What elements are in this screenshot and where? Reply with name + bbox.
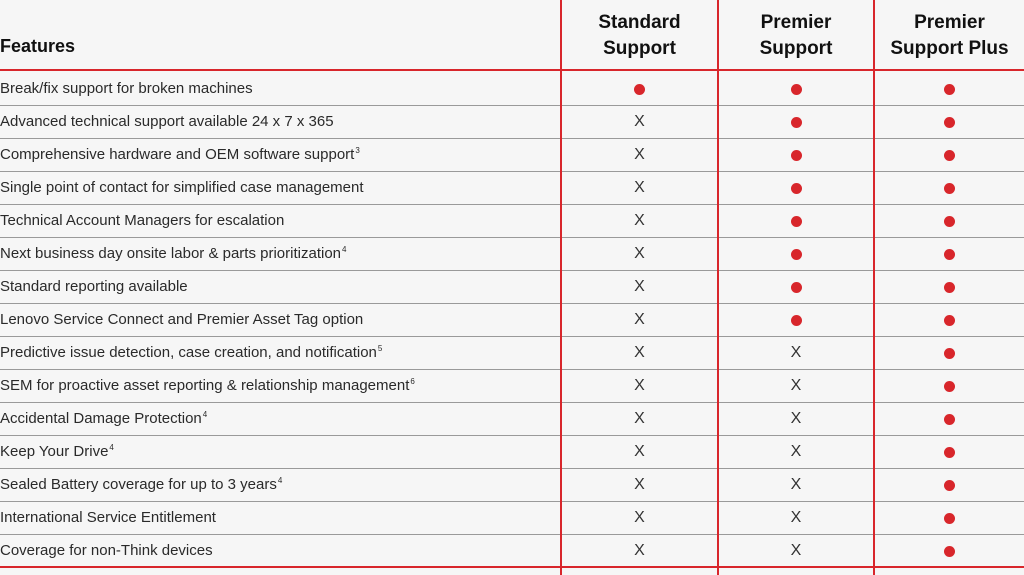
premier-support-plus-cell: [875, 370, 1024, 402]
footnote-marker: 4: [277, 476, 283, 485]
not-included-x-icon: X: [790, 443, 802, 460]
feature-label: [0, 271, 188, 303]
table-row: [0, 238, 1024, 271]
included-dot-icon: [944, 216, 955, 227]
table-row: [0, 436, 1024, 469]
premier-support-cell: [719, 139, 873, 171]
included-dot-icon: [944, 249, 955, 260]
premier-support-cell: [719, 403, 873, 435]
included-dot-icon: [944, 447, 955, 458]
not-included-x-icon: X: [790, 476, 802, 493]
table-row: [0, 205, 1024, 238]
not-included-x-icon: X: [634, 146, 645, 163]
table-row: [0, 370, 1024, 403]
premier-support-column-header: Premier Support: [759, 11, 833, 59]
feature-label: [0, 436, 114, 468]
feature-text: Coverage for non-Think devices: [0, 542, 213, 559]
footnote-marker: 3: [355, 146, 360, 155]
not-included-x-icon: X: [634, 542, 645, 559]
standard-support-cell: [562, 403, 717, 435]
standard-support-cell: [562, 73, 717, 105]
premier-support-cell: [719, 205, 873, 237]
standard-support-cell: [562, 172, 717, 204]
standard-support-cell: [562, 139, 717, 171]
premier-support-cell: [719, 337, 873, 369]
feature-text: Accidental Damage Protection: [0, 410, 202, 427]
premier-support-plus-cell: [875, 73, 1024, 105]
premier-support-cell: [719, 436, 873, 468]
included-dot-icon: [791, 183, 802, 194]
feature-text: Sealed Battery coverage for up to 3 years: [0, 476, 277, 493]
standard-support-cell: [562, 502, 717, 534]
included-dot-icon: [791, 282, 802, 293]
feature-label: [0, 337, 382, 369]
column-divider: [560, 0, 562, 575]
premier-support-plus-cell: [875, 502, 1024, 534]
footnote-marker: 4: [202, 410, 208, 419]
table-row: [0, 403, 1024, 436]
table-row: [0, 139, 1024, 172]
feature-label: [0, 73, 253, 105]
feature-text: Technical Account Managers for escalation: [0, 212, 285, 229]
standard-support-cell: [562, 436, 717, 468]
feature-label: [0, 535, 213, 567]
not-included-x-icon: X: [634, 476, 645, 493]
premier-support-plus-cell: [875, 205, 1024, 237]
included-dot-icon: [944, 117, 955, 128]
included-dot-icon: [791, 117, 802, 128]
premier-support-plus-cell: [875, 436, 1024, 468]
feature-label: [0, 502, 216, 534]
premier-support-cell: [719, 370, 873, 402]
footnote-marker: 5: [377, 344, 383, 353]
feature-label: [0, 139, 360, 171]
included-dot-icon: [791, 315, 802, 326]
premier-support-cell: [719, 172, 873, 204]
feature-text: International Service Entitlement: [0, 509, 216, 526]
premier-support-plus-cell: [875, 403, 1024, 435]
feature-label: [0, 370, 415, 402]
table-row: [0, 469, 1024, 502]
not-included-x-icon: X: [790, 542, 802, 559]
features-column-header: Features: [0, 36, 76, 56]
included-dot-icon: [944, 546, 955, 557]
not-included-x-icon: X: [634, 278, 645, 295]
included-dot-icon: [791, 216, 802, 227]
included-dot-icon: [634, 84, 645, 95]
premier-support-plus-cell: [875, 337, 1024, 369]
not-included-x-icon: X: [634, 509, 645, 526]
premier-support-plus-cell: [875, 106, 1024, 138]
feature-label: [0, 238, 346, 270]
feature-text: SEM for proactive asset reporting & relationship management: [0, 377, 410, 394]
table-row: [0, 502, 1024, 535]
table-row: [0, 304, 1024, 337]
premier-support-plus-cell: [875, 535, 1024, 567]
premier-support-plus-cell: [875, 139, 1024, 171]
feature-text: Comprehensive hardware and OEM software support: [0, 146, 355, 163]
not-included-x-icon: X: [790, 410, 802, 427]
not-included-x-icon: X: [634, 179, 645, 196]
included-dot-icon: [944, 480, 955, 491]
footnote-marker: 6: [410, 377, 415, 386]
feature-text: Lenovo Service Connect and Premier Asset Tag option: [0, 311, 364, 328]
standard-support-cell: [562, 469, 717, 501]
not-included-x-icon: X: [634, 113, 645, 130]
not-included-x-icon: X: [790, 344, 802, 361]
included-dot-icon: [944, 513, 955, 524]
feature-label: [0, 403, 207, 435]
column-divider: [873, 0, 875, 575]
footnote-marker: 4: [342, 245, 347, 254]
premier-support-cell: [719, 238, 873, 270]
included-dot-icon: [944, 150, 955, 161]
not-included-x-icon: X: [634, 443, 645, 460]
premier-support-cell: [719, 106, 873, 138]
feature-text: Standard reporting available: [0, 278, 188, 295]
premier-support-plus-cell: [875, 172, 1024, 204]
not-included-x-icon: X: [634, 344, 645, 361]
not-included-x-icon: X: [790, 509, 802, 526]
feature-label: [0, 106, 334, 138]
premier-support-plus-cell: [875, 238, 1024, 270]
standard-support-cell: [562, 205, 717, 237]
premier-support-cell: [719, 502, 873, 534]
not-included-x-icon: X: [634, 410, 645, 427]
table-row: [0, 337, 1024, 370]
standard-support-cell: [562, 535, 717, 567]
standard-support-cell: [562, 271, 717, 303]
feature-text: Break/fix support for broken machines: [0, 80, 253, 97]
premier-support-cell: [719, 304, 873, 336]
premier-support-plus-cell: [875, 304, 1024, 336]
included-dot-icon: [791, 150, 802, 161]
table-row: [0, 73, 1024, 106]
feature-text: Next business day onsite labor & parts prioritization: [0, 245, 342, 262]
standard-support-cell: [562, 106, 717, 138]
table-row: [0, 172, 1024, 205]
standard-support-cell: [562, 238, 717, 270]
premier-support-plus-cell: [875, 469, 1024, 501]
feature-text: Single point of contact for simplified case management: [0, 179, 364, 196]
premier-support-cell: [719, 271, 873, 303]
included-dot-icon: [944, 315, 955, 326]
feature-label: [0, 205, 284, 237]
column-divider: [717, 0, 719, 575]
table-header: [0, 0, 1024, 71]
included-dot-icon: [944, 414, 955, 425]
not-included-x-icon: X: [790, 377, 802, 394]
feature-label: [0, 304, 363, 336]
included-dot-icon: [944, 282, 955, 293]
feature-text: Advanced technical support available 24 x 7 x 365: [0, 113, 334, 130]
not-included-x-icon: X: [634, 212, 645, 229]
premier-support-plus-cell: [875, 271, 1024, 303]
included-dot-icon: [944, 84, 955, 95]
feature-text: Predictive issue detection, case creation, and notification: [0, 344, 377, 361]
feature-label: [0, 469, 282, 501]
not-included-x-icon: X: [634, 245, 645, 262]
feature-label: [0, 172, 364, 204]
premier-support-cell: [719, 469, 873, 501]
included-dot-icon: [944, 381, 955, 392]
included-dot-icon: [791, 249, 802, 260]
standard-support-cell: [562, 370, 717, 402]
standard-support-cell: [562, 337, 717, 369]
premier-support-cell: [719, 535, 873, 567]
premier-support-cell: [719, 73, 873, 105]
table-row: [0, 271, 1024, 304]
not-included-x-icon: X: [634, 377, 645, 394]
feature-text: Keep Your Drive: [0, 443, 109, 460]
not-included-x-icon: X: [634, 311, 645, 328]
standard-support-column-header: Standard Support: [598, 11, 681, 59]
table-row: [0, 106, 1024, 139]
table-row: [0, 535, 1024, 568]
included-dot-icon: [944, 348, 955, 359]
standard-support-cell: [562, 304, 717, 336]
footnote-marker: 4: [109, 443, 114, 452]
included-dot-icon: [944, 183, 955, 194]
premier-support-plus-column-header: Premier Support Plus: [890, 11, 1009, 59]
included-dot-icon: [791, 84, 802, 95]
